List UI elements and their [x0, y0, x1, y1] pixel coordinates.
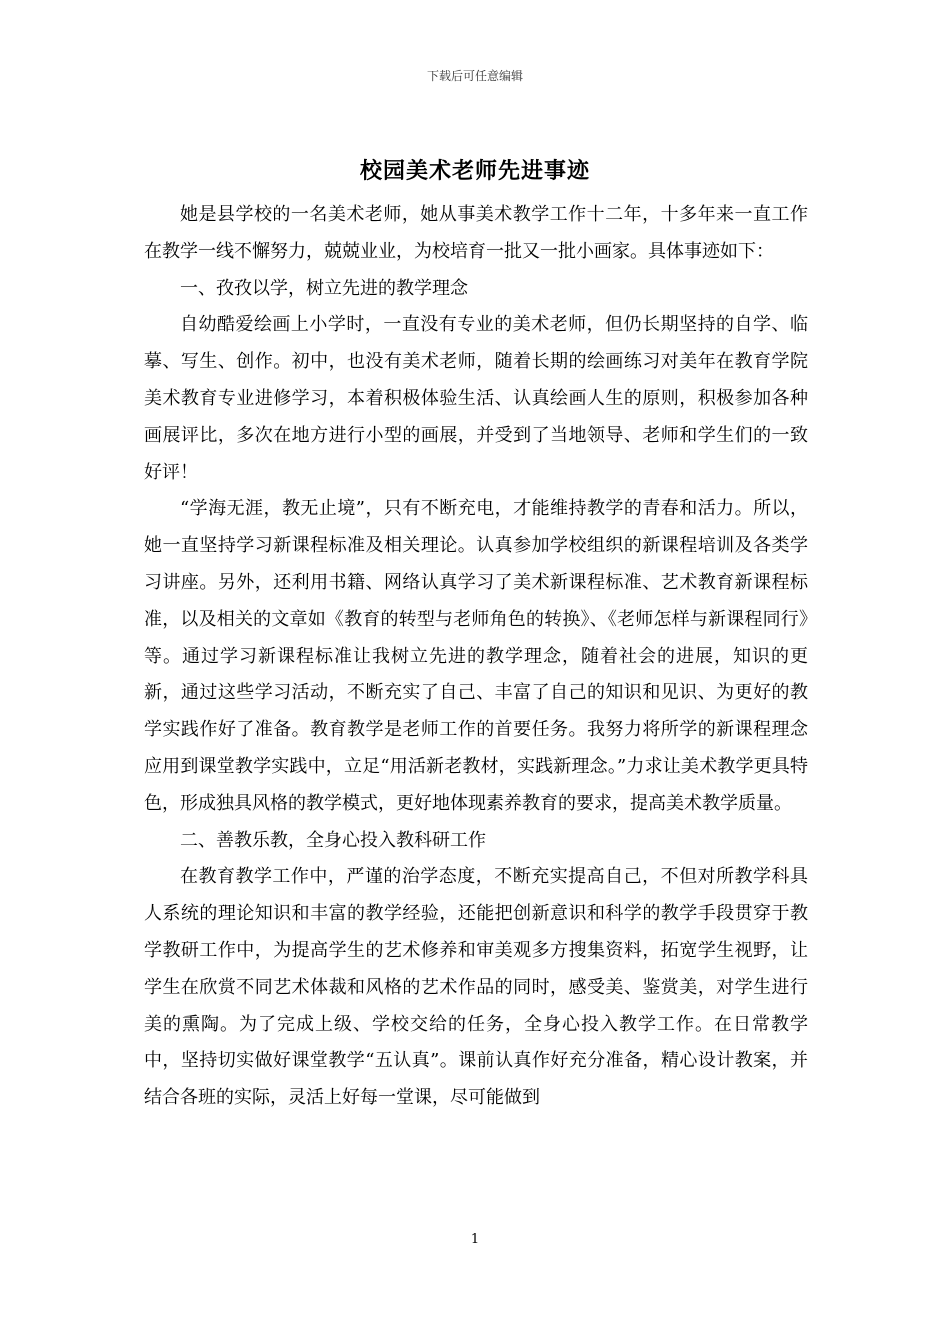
section-heading-1: 一、孜孜以学，树立先进的教学理念 [180, 277, 468, 299]
paragraph-1: 自幼酷爱绘画上小学时，一直没有专业的美术老师，但仍长期坚持的自学、临摹、写生、创作。初中，也没有美术老师，随着长期的绘画练习对美年在教育学院美术教育专业进修学习，本着积极体验生活、认真绘画人生的原则，积极参加各种画展评比，多次在地方进行小型的画展，并受到了当地领导、老师和学生们的一致好评！ [144, 314, 808, 483]
document-body [144, 197, 808, 1117]
page-number: 1 [470, 1232, 480, 1247]
page-title: 校园美术老师先进事迹 [359, 159, 590, 184]
section-heading-2: 二、善教乐教，全身心投入教科研工作 [180, 829, 486, 851]
paragraph-2: “学海无涯，教无止境”，只有不断充电，才能维持教学的青春和活力。所以，她一直坚持学习新课程标准及相关理论。认真参加学校组织的新课程培训及各类学习讲座。另外，还利用书籍、网络认真学习了美术新课程标准、艺术教育新课程标准，以及相关的文章如《教育的转型与老师角色的转换》、《老师怎样与新课程同行》等。通过学习新课程标准让我树立先进的教学理念，随着社会的进展，知识的更新，通过这些学习活动，不断充实了自己、丰富了自己的知识和见识、为更好的教学实践作好了准备。教育教学是老师工作的首要任务。我努力将所学的新课程理念应用到课堂教学实践中，立足“用活新老教材，实践新理念。”力求让美术教学更具特色，形成独具风格的教学模式，更好地体现素养教育的要求，提高美术教学质量。 [144, 498, 808, 814]
paragraph-3: 在教育教学工作中，严谨的治学态度，不断充实提高自己，不但对所教学科具人系统的理论知识和丰富的教学经验，还能把创新意识和科学的教学手段贯穿于教学教研工作中，为提高学生的艺术修养和审美观多方搜集资料，拓宽学生视野，让学生在欣赏不同艺术体裁和风格的艺术作品的同时，感受美、鉴赏美，对学生进行美的熏陶。为了完成上级、学校交给的任务，全身心投入教学工作。在日常教学中，坚持切实做好课堂教学“五认真”。课前认真作好充分准备，精心设计教案，并结合各班的实际，灵活上好每一堂课，尽可能做到 [144, 866, 808, 1109]
paragraph-intro: 她是县学校的一名美术老师，她从事美术教学工作十二年，十多年来一直工作在教学一线不懈努力，兢兢业业，为校培育一批又一批小画家。具体事迹如下： [144, 204, 808, 262]
header-note: 下载后可任意编辑 [426, 69, 523, 83]
